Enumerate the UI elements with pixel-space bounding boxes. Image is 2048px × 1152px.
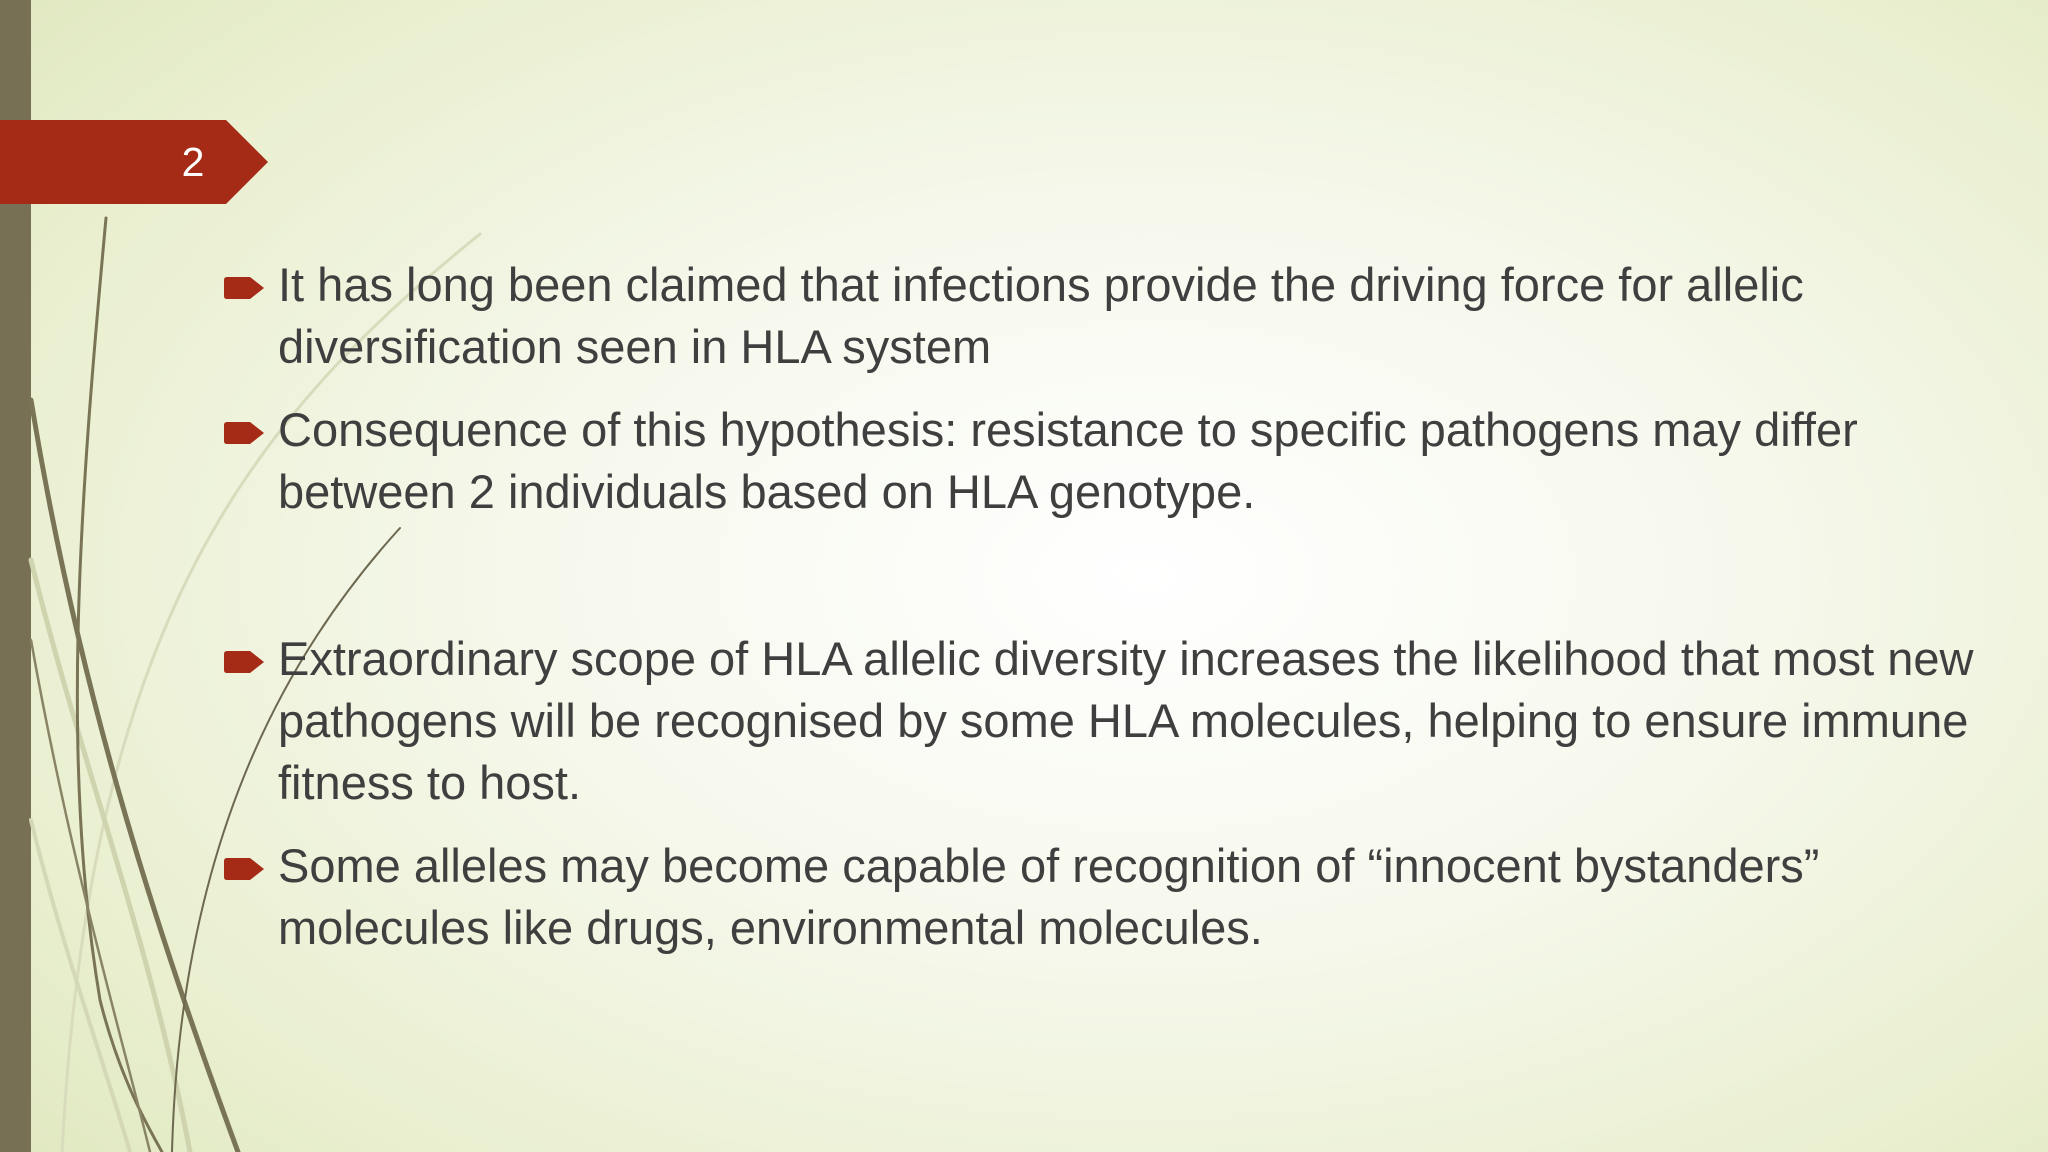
- bullet-text: It has long been claimed that infections provide the driving force for allelic diversification seen in HLA system: [278, 258, 1804, 373]
- arrow-bullet-icon: [224, 858, 264, 880]
- arrow-bullet-icon: [224, 651, 264, 673]
- list-item: [222, 835, 1982, 959]
- slide-number: 2: [181, 139, 205, 185]
- bullet-text: Extraordinary scope of HLA allelic diversity increases the likelihood that most new pathogens will be recognised by some HLA molecules, helping to ensure immune fitness to host.: [278, 632, 1974, 809]
- list-item: [222, 254, 1982, 378]
- swoosh-light-2: [31, 560, 190, 1152]
- arrow-bullet-icon: [224, 422, 264, 444]
- bullet-text: Some alleles may become capable of recognition of “innocent bystanders” molecules like drugs, environmental molecules.: [278, 839, 1820, 954]
- slide-number-tab: [0, 120, 268, 204]
- bullet-text: Consequence of this hypothesis: resistance to specific pathogens may differ between 2 individuals based on HLA genotype.: [278, 403, 1858, 518]
- bullet-list: [222, 254, 1982, 980]
- swoosh-dark-2: [31, 400, 238, 1152]
- list-item: [222, 628, 1982, 814]
- slide-number-tab-shape: [0, 120, 268, 204]
- swoosh-light-3: [31, 820, 130, 1152]
- list-item: [222, 399, 1982, 523]
- arrow-bullet-icon: [224, 277, 264, 299]
